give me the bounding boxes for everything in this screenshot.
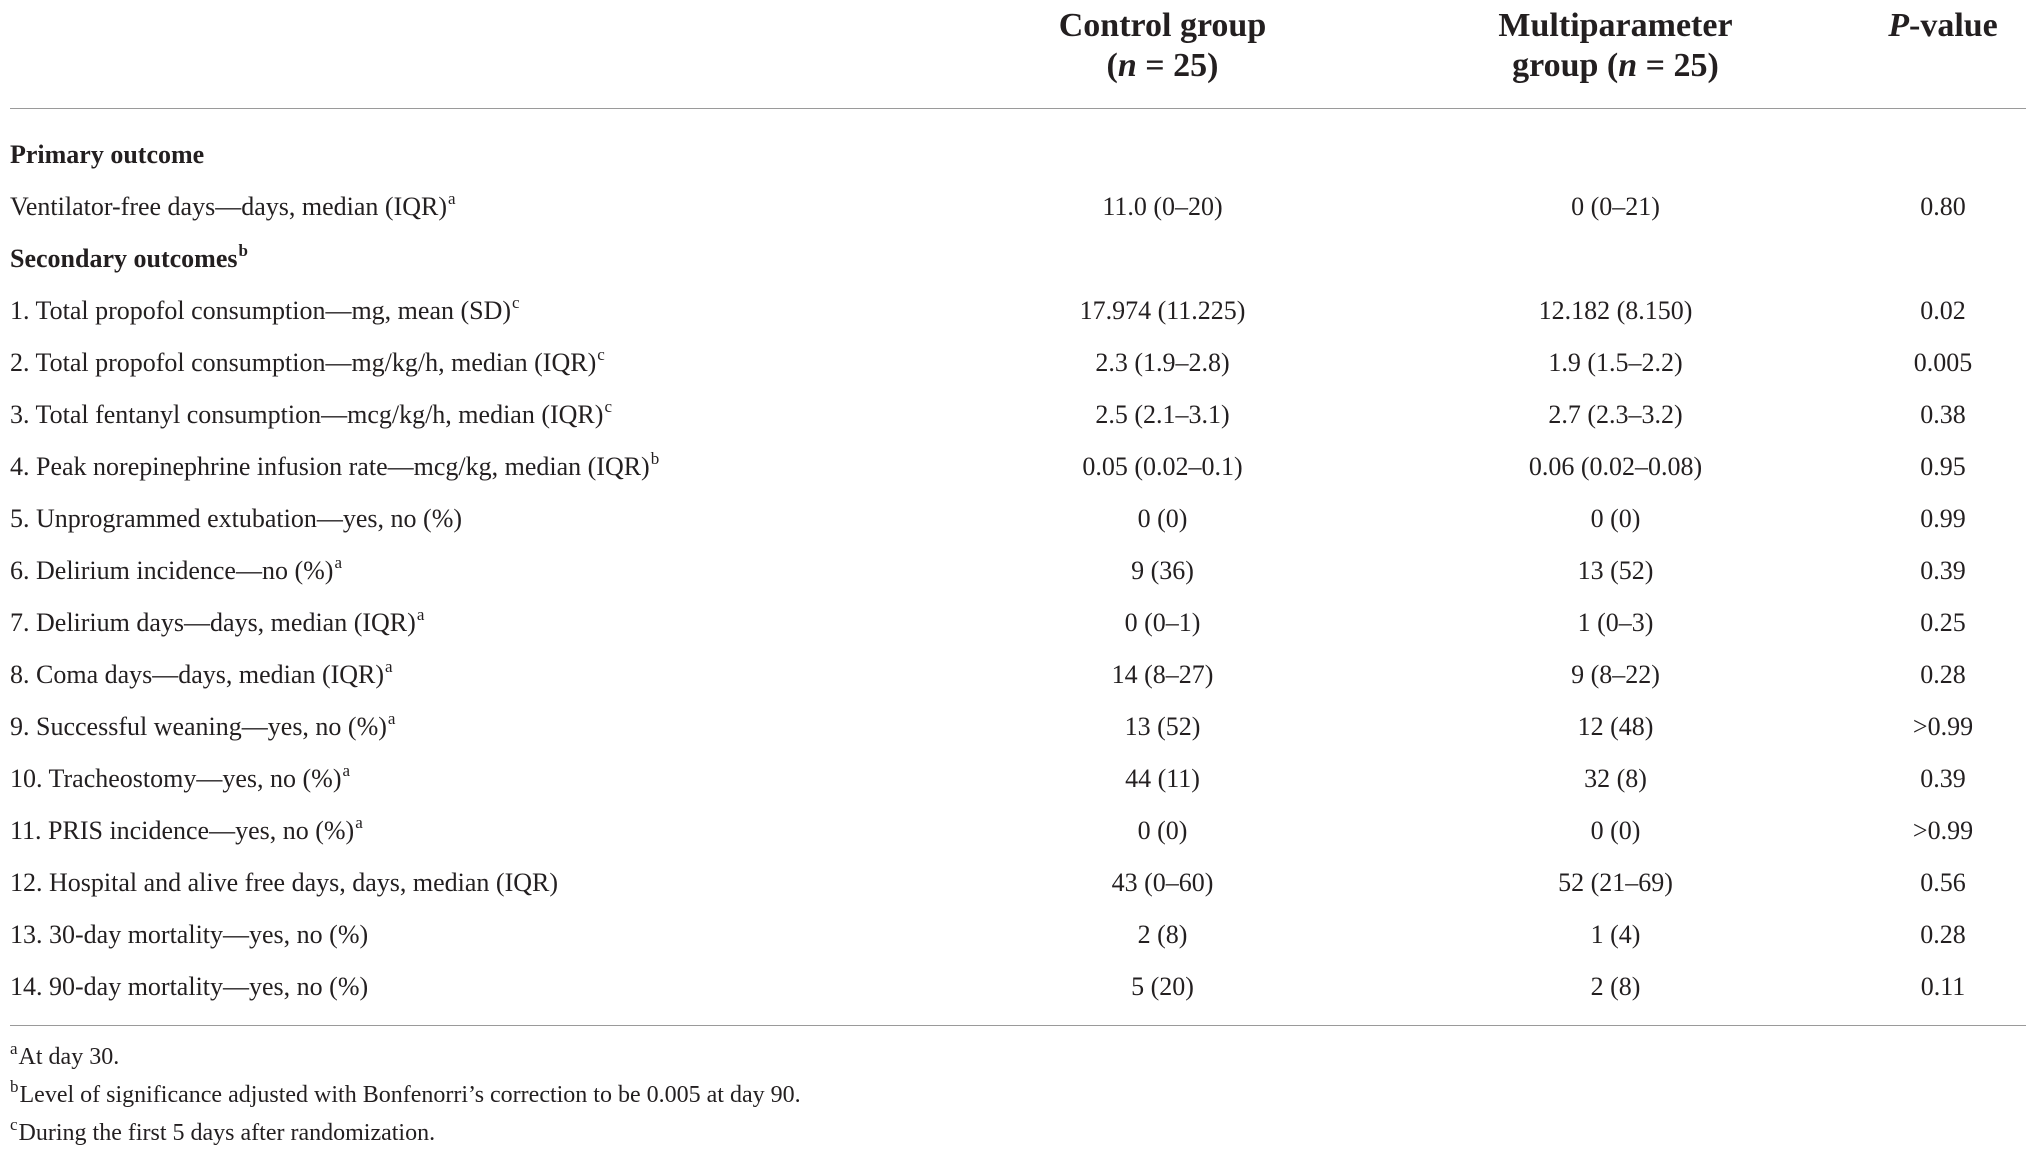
p-value: 0.28 (1920, 660, 1966, 689)
multiparameter-group-value: 0 (0) (1590, 816, 1641, 845)
row-label-text: 7. Delirium days—days, median (IQR) (10, 608, 416, 637)
primary-outcome-heading (10, 109, 2026, 182)
multiparameter-group-value: 1 (4) (1590, 920, 1641, 949)
row-label (10, 857, 936, 909)
control-group-value: 9 (36) (1131, 556, 1194, 585)
p-value: 0.95 (1920, 452, 1966, 481)
row-label (10, 545, 936, 597)
secondary-outcomes-heading-text: Secondary outcomes (10, 244, 238, 273)
row-note-mark: b (650, 449, 660, 468)
row-label (10, 597, 936, 649)
control-group-value: 43 (0–60) (1111, 868, 1214, 897)
table-row (10, 753, 2026, 805)
row-label-text: 8. Coma days—days, median (IQR) (10, 660, 385, 689)
control-group-value: 2.3 (1.9–2.8) (1095, 348, 1230, 377)
row-label (10, 649, 936, 701)
p-value: 0.25 (1920, 608, 1966, 637)
table-header-row (10, 0, 2026, 109)
footnote-a (10, 1038, 801, 1076)
table-row (10, 493, 2026, 545)
p-value: 0.99 (1920, 504, 1966, 533)
footnote-b (10, 1076, 801, 1114)
footnote-mark: a (10, 1039, 18, 1058)
row-note-mark: a (387, 709, 396, 728)
multiparameter-group-value: 0 (0) (1590, 504, 1641, 533)
control-group-value: 14 (8–27) (1111, 660, 1214, 689)
header-control-group (936, 0, 1389, 109)
table-row (10, 285, 2026, 337)
row-label-text: 1. Total propofol consumption—mg, mean (SD) (10, 296, 512, 325)
multiparameter-group-value: 1.9 (1.5–2.2) (1548, 348, 1683, 377)
row-label-text: 11. PRIS incidence—yes, no (%) (10, 816, 355, 845)
table-row (10, 181, 2026, 233)
control-group-value: 13 (52) (1124, 712, 1201, 741)
table-row (10, 545, 2026, 597)
p-value: 0.02 (1920, 296, 1966, 325)
header-control-line1: Control group (1058, 7, 1267, 44)
row-label (10, 337, 936, 389)
row-note-mark: a (416, 605, 425, 624)
footnote-text: At day 30. (18, 1044, 120, 1070)
header-blank (10, 0, 936, 109)
multiparameter-group-value: 32 (8) (1584, 764, 1647, 793)
row-note-mark: a (448, 189, 456, 208)
row-label-text: 3. Total fentanyl consumption—mcg/kg/h, median (IQR) (10, 400, 604, 429)
table-row (10, 857, 2026, 909)
row-label-text: 12. Hospital and alive free days, days, median (IQR) (10, 868, 559, 897)
row-note-mark: a (334, 553, 342, 572)
row-note-mark: a (385, 657, 393, 676)
control-group-value: 17.974 (11.225) (1079, 296, 1246, 325)
row-label-text: 9. Successful weaning—yes, no (%) (10, 712, 387, 741)
p-value: 0.11 (1842, 961, 2026, 1026)
row-label (10, 701, 936, 753)
row-note-mark: a (342, 761, 351, 780)
control-group-value: 2 (8) (1137, 920, 1188, 949)
control-group-value: 0.05 (0.02–0.1) (1082, 452, 1243, 481)
control-group-value: 2.5 (2.1–3.1) (1095, 400, 1230, 429)
header-multi-line1: Multiparameter (1498, 7, 1733, 44)
row-label-text: 5. Unprogrammed extubation—yes, no (%) (10, 504, 463, 533)
outcomes-table-container (10, 0, 2026, 1026)
outcomes-table (10, 0, 2026, 1026)
row-label-text: 13. 30-day mortality—yes, no (%) (10, 920, 369, 949)
row-note-mark: c (597, 345, 605, 364)
control-group-value: 0 (0) (1137, 816, 1188, 845)
secondary-outcomes-heading (10, 233, 2026, 285)
row-label (10, 441, 936, 493)
multiparameter-group-value: 12 (48) (1577, 712, 1654, 741)
primary-outcome-row (10, 109, 2026, 182)
multiparameter-group-value: 0 (0–21) (1571, 192, 1660, 221)
header-multi-line2: group (n = 25) (1512, 47, 1719, 84)
control-group-value: 5 (20) (936, 961, 1389, 1026)
multiparameter-group-value: 1 (0–3) (1577, 608, 1654, 637)
control-group-value: 44 (11) (1125, 764, 1200, 793)
primary-outcome-heading-text: Primary outcome (10, 140, 205, 169)
table-row (10, 337, 2026, 389)
row-label (10, 961, 936, 1026)
row-note-mark: a (355, 813, 363, 832)
footnote-text: During the first 5 days after randomization. (18, 1120, 436, 1146)
multiparameter-group-value: 12.182 (8.150) (1538, 296, 1693, 325)
p-value: 0.39 (1920, 764, 1966, 793)
table-row (10, 441, 2026, 493)
row-label (10, 493, 936, 545)
table-row (10, 805, 2026, 857)
row-label (10, 805, 936, 857)
row-label (10, 909, 936, 961)
table-row (10, 701, 2026, 753)
p-value: 0.56 (1920, 868, 1966, 897)
control-group-value: 0 (0) (1137, 504, 1188, 533)
p-value: 0.80 (1920, 192, 1966, 221)
secondary-outcomes-heading-note-mark: b (238, 241, 248, 260)
multiparameter-group-value: 13 (52) (1577, 556, 1654, 585)
row-note-mark: c (512, 293, 520, 312)
row-label-text: 2. Total propofol consumption—mg/kg/h, median (IQR) (10, 348, 597, 377)
p-value: 0.38 (1920, 400, 1966, 429)
p-value: 0.005 (1913, 348, 1973, 377)
p-value: >0.99 (1912, 816, 1974, 845)
control-group-value: 11.0 (0–20) (1102, 192, 1223, 221)
footnote-mark: b (10, 1077, 19, 1096)
footnote-text: Level of significance adjusted with Bonfenorri’s correction to be 0.005 at day 90. (19, 1082, 801, 1108)
multiparameter-group-value: 52 (21–69) (1558, 868, 1673, 897)
header-control-line2: (n = 25) (1106, 47, 1219, 84)
row-label-text: 4. Peak norepinephrine infusion rate—mcg/kg, median (IQR) (10, 452, 650, 481)
multiparameter-group-value: 0.06 (0.02–0.08) (1528, 452, 1703, 481)
row-label (10, 389, 936, 441)
footnote-c (10, 1114, 801, 1152)
footnote-mark: c (10, 1115, 18, 1134)
table-row (10, 389, 2026, 441)
table-body (10, 109, 2026, 1026)
header-multiparameter-group (1389, 0, 1842, 109)
multiparameter-group-value: 2 (8) (1389, 961, 1842, 1026)
multiparameter-group-value: 9 (8–22) (1571, 660, 1660, 689)
row-label-text: 14. 90-day mortality—yes, no (%) (10, 972, 369, 1001)
table-row (10, 649, 2026, 701)
row-label-text: Ventilator-free days—days, median (IQR) (10, 192, 447, 221)
row-label (10, 181, 936, 233)
multiparameter-group-value: 2.7 (2.3–3.2) (1548, 400, 1683, 429)
row-label-text: 10. Tracheostomy—yes, no (%) (10, 764, 342, 793)
control-group-value: 0 (0–1) (1124, 608, 1201, 637)
table-footnotes (10, 1038, 801, 1152)
p-value: 0.39 (1920, 556, 1966, 585)
row-label (10, 285, 936, 337)
table-row (10, 961, 2026, 1026)
table-row (10, 909, 2026, 961)
secondary-outcomes-row (10, 233, 2026, 285)
row-label (10, 753, 936, 805)
p-value: >0.99 (1912, 712, 1974, 741)
row-note-mark: c (604, 397, 612, 416)
table-row (10, 597, 2026, 649)
row-label-text: 6. Delirium incidence—no (%) (10, 556, 334, 585)
p-value: 0.28 (1920, 920, 1966, 949)
header-p-value: P-value (1842, 0, 2026, 109)
